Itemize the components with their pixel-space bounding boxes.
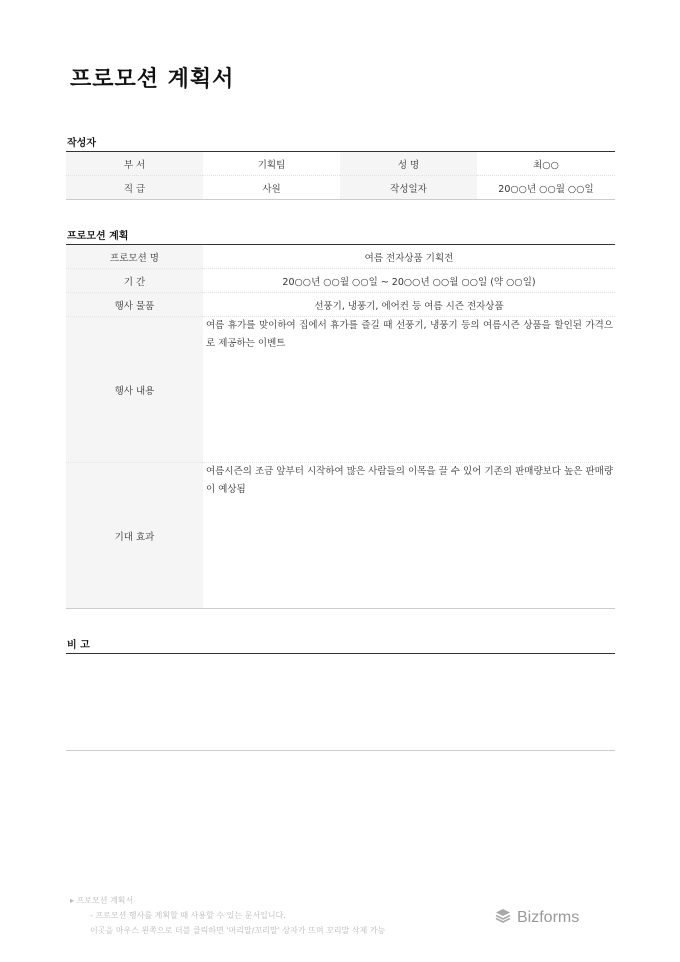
effect-header: 기대 효과 <box>66 463 203 609</box>
brand-logo <box>494 907 579 929</box>
promo-name-header: 프로모션 명 <box>66 245 203 269</box>
brand-name: Bizforms <box>517 909 580 926</box>
content-header: 행사 내용 <box>66 317 203 463</box>
footer-line-hint: 이곳을 마우스 왼쪽으로 더블 클릭하면 '머리말/꼬리말' 상자가 뜨며 꼬리말 삭제 가능 <box>90 926 386 935</box>
remarks-section-label: 비 고 <box>67 640 90 651</box>
table-row <box>66 176 615 200</box>
layers-icon <box>494 907 512 929</box>
promo-name-value[interactable]: 여름 전자상품 기획전 <box>364 252 454 264</box>
dept-value[interactable]: 기획팀 <box>257 159 286 171</box>
plan-section-label: 프로모션 계획 <box>67 231 129 242</box>
footer-line-description: - 프로모션 행사를 계획할 때 사용할 수 있는 문서입니다. <box>90 911 286 920</box>
content-value[interactable]: 여름 휴가를 맞이하여 집에서 휴가를 즐길 때 선풍기, 냉풍기 등의 여름시즌 상품을 할인된 가격으로 제공하는 이벤트 <box>203 317 615 463</box>
table-row <box>66 463 615 609</box>
period-value[interactable]: 20○○년 ○○월 ○○일 ~ 20○○년 ○○월 ○○일 (약 ○○일) <box>203 269 615 293</box>
name-header: 성 명 <box>340 152 477 176</box>
footer-line-title: ▸ 프로모션 계획서 <box>70 896 134 905</box>
page-title: 프로모션 계획서 <box>70 67 235 92</box>
table-row <box>66 152 615 176</box>
remarks-top-divider <box>66 653 615 654</box>
table-row <box>66 317 615 463</box>
name-value[interactable]: 최○○ <box>533 159 559 171</box>
items-header: 행사 물품 <box>66 293 203 317</box>
table-row <box>66 293 615 317</box>
author-table <box>66 151 615 200</box>
date-header: 작성일자 <box>340 176 477 200</box>
footer-note[interactable] <box>70 893 385 938</box>
author-section-label: 작성자 <box>67 138 96 149</box>
table-row <box>66 245 615 269</box>
remarks-bottom-divider <box>66 750 615 751</box>
rank-header: 직 급 <box>66 176 203 200</box>
plan-table <box>66 244 615 609</box>
effect-value[interactable]: 여름시즌의 조금 앞부터 시작하여 많은 사람들의 이목을 끌 수 있어 기존의 판매량보다 높은 판매량이 예상됨 <box>203 463 615 609</box>
date-value[interactable]: 20○○년 ○○월 ○○일 <box>477 176 615 200</box>
dept-header: 부 서 <box>66 152 203 176</box>
items-value[interactable]: 선풍기, 냉풍기, 에어컨 등 여름 시즌 전자상품 <box>203 293 615 317</box>
rank-value[interactable]: 사원 <box>203 176 340 200</box>
period-header: 기 간 <box>66 269 203 293</box>
table-row <box>66 269 615 293</box>
